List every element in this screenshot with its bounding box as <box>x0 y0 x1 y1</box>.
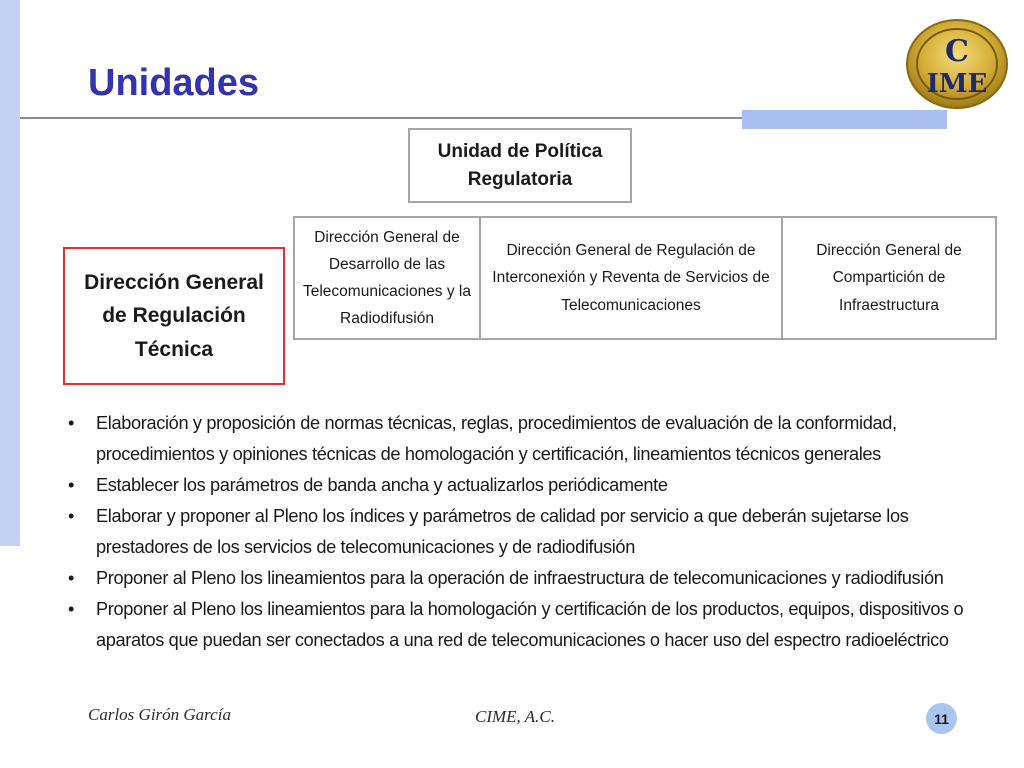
unidad-label: Unidad de Política Regulatoria <box>437 140 603 190</box>
logo-letter-c: C <box>945 34 969 69</box>
directorates-row <box>293 216 997 340</box>
slide-title: Unidades <box>88 62 260 104</box>
logo-letters-ime: IME <box>926 69 988 99</box>
bullet-icon: • <box>68 599 75 619</box>
list-item <box>68 594 988 656</box>
regulacion-tecnica-box <box>63 247 285 385</box>
footer-author: Carlos Girón García <box>88 705 231 724</box>
directorate-label: Dirección General de Regulación de Interconexión y Reventa de Servicios de Telecomunicaciones <box>492 242 770 314</box>
list-item <box>68 408 988 470</box>
highlighted-unit-label: Dirección General de Regulación Técnica <box>84 270 264 361</box>
unidad-politica-regulatoria-box <box>408 128 632 203</box>
title-accent-bar <box>742 110 947 129</box>
bullet-icon: • <box>68 413 75 433</box>
bullet-icon: • <box>68 568 75 588</box>
directorate-desarrollo <box>295 218 481 338</box>
list-item-text: Establecer los parámetros de banda ancha y actualizarlos periódicamente <box>96 475 668 495</box>
directorate-label: Dirección General de Desarrollo de las Telecomunicaciones y la Radiodifusión <box>302 228 471 328</box>
cime-logo <box>904 14 1010 110</box>
footer-organization: CIME, A.C. <box>475 707 555 726</box>
list-item <box>68 501 988 563</box>
list-item-text: Proponer al Pleno los lineamientos para la homologación y certificación de los productos, equipos, dispositivos o aparatos que puedan ser conectados a una red de telecomunicaciones o hacer uso del espectro radioeléctrico <box>96 599 964 650</box>
left-accent-bar <box>0 0 20 546</box>
list-item <box>68 470 988 501</box>
list-item-text: Proponer al Pleno los lineamientos para la operación de infraestructura de telecomunicaciones y radiodifusión <box>96 568 944 588</box>
page-number: 11 <box>934 710 949 727</box>
functions-list <box>68 408 988 656</box>
page-number-badge <box>926 703 957 734</box>
directorate-comparticion <box>783 218 995 338</box>
directorate-interconexion <box>481 218 783 338</box>
bullet-icon: • <box>68 475 75 495</box>
list-item-text: Elaboración y proposición de normas técnicas, reglas, procedimientos de evaluación de la conformidad, procedimientos y opiniones técnicas de homologación y certificación, lineamientos técnicos generales <box>96 413 897 464</box>
directorate-label: Dirección General de Compartición de Infraestructura <box>816 242 962 314</box>
bullet-icon: • <box>68 506 75 526</box>
list-item <box>68 563 988 594</box>
list-item-text: Elaborar y proponer al Pleno los índices y parámetros de calidad por servicio a que deberán sujetarse los prestadores de los servicios de telecomunicaciones y de radiodifusión <box>96 506 909 557</box>
